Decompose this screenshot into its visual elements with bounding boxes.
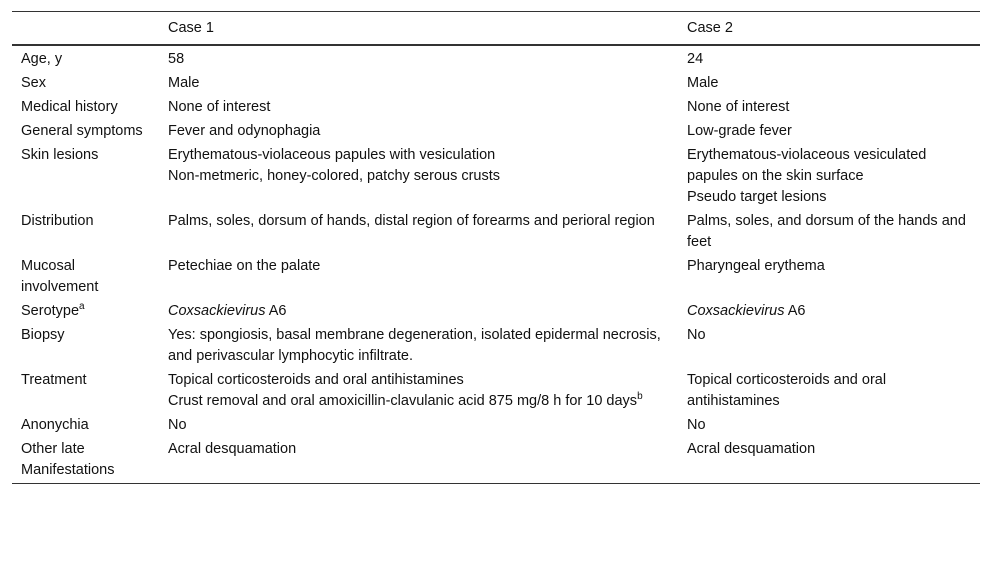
- serotype-label: Serotype: [21, 303, 80, 319]
- table-row: [12, 72, 980, 96]
- table-row: [12, 96, 980, 120]
- row-label: Sex: [21, 75, 46, 91]
- case2-cell: Male: [687, 75, 719, 91]
- case2-cell: Low-grade fever: [687, 123, 792, 139]
- case1-cell: None of interest: [168, 99, 271, 115]
- table-row: [12, 210, 980, 255]
- case1-line: Erythematous-violaceous papules with vesiculation: [168, 147, 496, 163]
- row-label: Distribution: [21, 213, 94, 229]
- table-row: [12, 120, 980, 144]
- virus-type: A6: [265, 303, 287, 319]
- case2-cell: None of interest: [687, 99, 790, 115]
- case1-cell: Petechiae on the palate: [168, 258, 321, 274]
- row-label: Biopsy: [21, 327, 65, 343]
- case1-cell: Yes: spongiosis, basal membrane degeneration, isolated epidermal necrosis, and perivascular lymphocytic infiltrate.: [168, 327, 661, 364]
- case1-cell: Fever and odynophagia: [168, 123, 321, 139]
- case1-cell: No: [168, 417, 187, 433]
- case2-cell: [678, 144, 980, 210]
- case2-line: Pseudo target lesions: [687, 189, 827, 205]
- footnote-marker-a: a: [79, 301, 85, 313]
- table-row: [12, 438, 980, 484]
- table-row: [12, 144, 980, 210]
- case1-cell: [159, 144, 678, 210]
- case1-cell: Palms, soles, dorsum of hands, distal region of forearms and perioral region: [168, 213, 655, 229]
- table-row: [12, 414, 980, 438]
- row-label: Medical history: [21, 99, 118, 115]
- row-label: Anonychia: [21, 417, 89, 433]
- table-row: [12, 324, 980, 369]
- row-label: Age, y: [21, 51, 63, 67]
- table-row: [12, 255, 980, 300]
- row-label: Other late Manifestations: [21, 441, 115, 478]
- case2-cell: Topical corticosteroids and oral antihistamines: [687, 372, 887, 409]
- header-case-1: Case 1: [168, 20, 214, 36]
- header-row: [12, 12, 980, 46]
- row-label: General symptoms: [21, 123, 143, 139]
- table-row: [12, 300, 980, 324]
- case2-cell: No: [687, 417, 706, 433]
- case1-cell: 58: [168, 51, 185, 67]
- virus-name: Coxsackievirus: [687, 303, 785, 319]
- row-label: Treatment: [21, 372, 87, 388]
- row-label: Skin lesions: [21, 147, 99, 163]
- case1-line: Non-metmeric, honey-colored, patchy serous crusts: [168, 168, 501, 184]
- virus-type: A6: [784, 303, 806, 319]
- case1-cell: [159, 300, 678, 324]
- row-label: Mucosal involvement: [21, 258, 99, 295]
- treatment-text: Crust removal and oral amoxicillin-clavulanic acid 875 mg/8 h for 10 days: [168, 393, 638, 409]
- comparison-table: [12, 11, 980, 484]
- case2-cell: No: [687, 327, 706, 343]
- table-row: [12, 369, 980, 414]
- case1-cell: [159, 369, 678, 414]
- table-row: [12, 45, 980, 72]
- case2-cell: Pharyngeal erythema: [687, 258, 825, 274]
- row-label: [12, 300, 159, 324]
- virus-name: Coxsackievirus: [168, 303, 266, 319]
- case2-line: Erythematous-violaceous vesiculated papules on the skin surface: [687, 147, 927, 184]
- case2-cell: [678, 300, 980, 324]
- case2-cell: Acral desquamation: [687, 441, 816, 457]
- case2-cell: Palms, soles, and dorsum of the hands and feet: [687, 213, 966, 250]
- case1-cell: Male: [168, 75, 200, 91]
- header-case-2: Case 2: [687, 20, 733, 36]
- case2-cell: 24: [687, 51, 704, 67]
- header-empty: [12, 12, 159, 46]
- case1-line: Topical corticosteroids and oral antihistamines: [168, 372, 464, 388]
- case1-cell: Acral desquamation: [168, 441, 297, 457]
- footnote-marker-b: b: [637, 391, 643, 403]
- case1-line: [168, 391, 672, 412]
